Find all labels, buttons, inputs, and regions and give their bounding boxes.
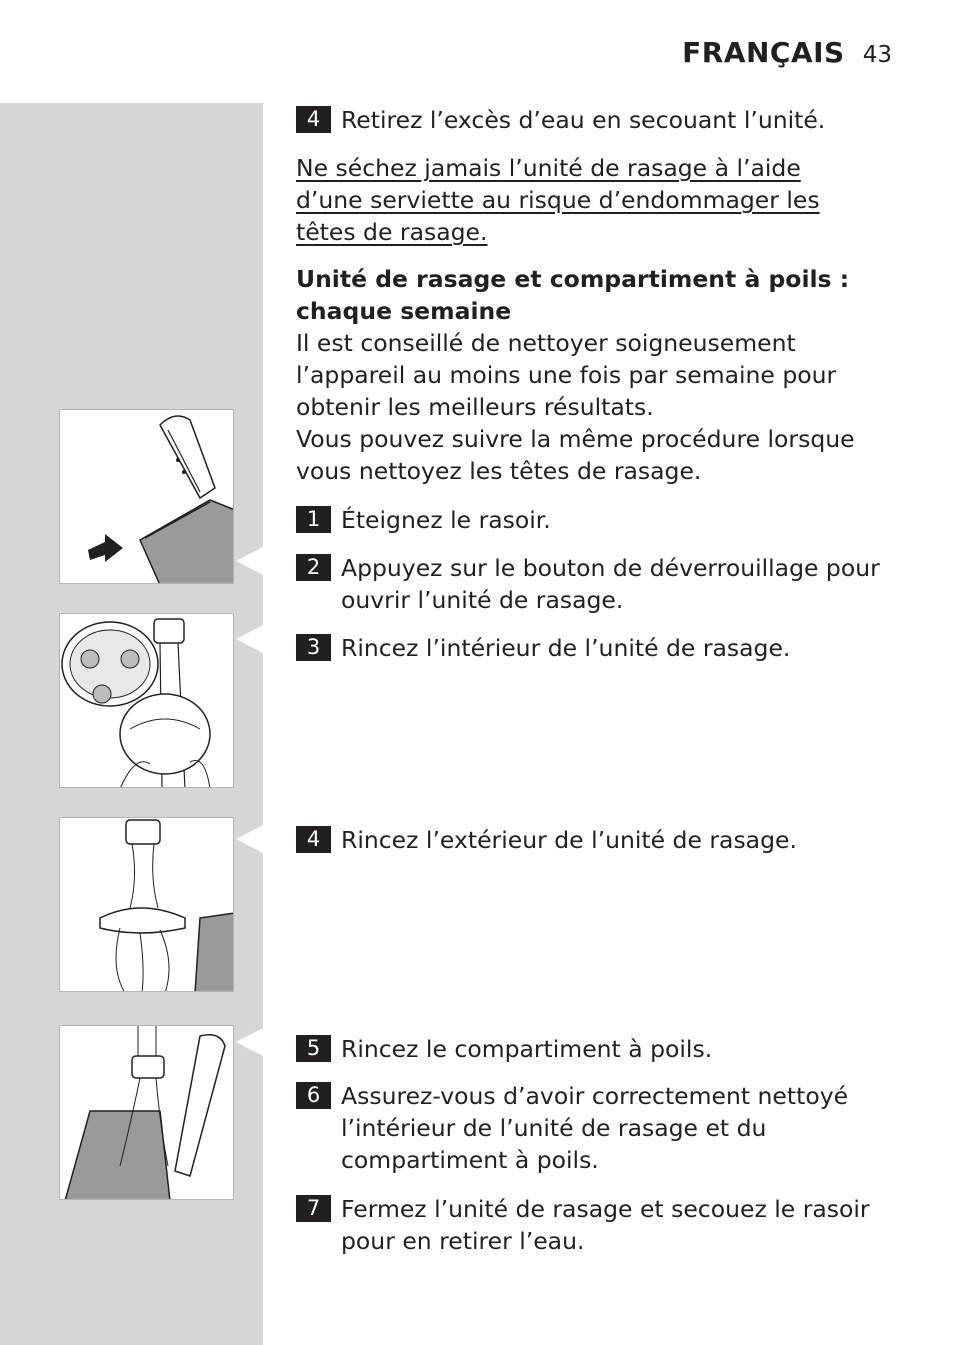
step-number: 7 [296, 1195, 331, 1222]
page-number: 43 [862, 42, 892, 68]
step-number: 2 [296, 554, 331, 581]
warning-note: Ne séchez jamais l’unité de rasage à l’aide d’une serviette au risque d’endommager les têtes de rasage. [296, 154, 820, 246]
warning-text [296, 152, 866, 248]
step-1 [296, 504, 896, 536]
step-text: Retirez l’excès d’eau en secouant l’unité. [341, 106, 826, 134]
step-number: 4 [296, 106, 331, 133]
step-text: Rincez le compartiment à poils. [341, 1035, 713, 1063]
page-header [682, 36, 892, 69]
step-number: 3 [296, 634, 331, 661]
step-3 [296, 632, 896, 664]
step-6 [296, 1080, 896, 1176]
step-4 [296, 824, 896, 856]
step-7 [296, 1193, 896, 1257]
language-title: FRANÇAIS [682, 36, 845, 69]
step-text: Appuyez sur le bouton de déverrouillage pour ouvrir l’unité de rasage. [341, 554, 880, 614]
step-number: 5 [296, 1035, 331, 1062]
step-text: Assurez-vous d’avoir correctement nettoyé l’intérieur de l’unité de rasage et du compartiment à poils. [341, 1082, 849, 1174]
figure-pointer [236, 825, 263, 853]
section-weekly [296, 263, 876, 487]
section-heading: Unité de rasage et compartiment à poils : chaque semaine [296, 265, 850, 325]
step-text: Rincez l’intérieur de l’unité de rasage. [341, 634, 791, 662]
figure-pointer [236, 1028, 263, 1056]
rinse-hair-chamber-illustration [59, 1025, 234, 1200]
step-4-shake [296, 104, 896, 136]
rinse-outside-illustration [59, 817, 234, 992]
section-paragraph-1: Il est conseillé de nettoyer soigneusement l’appareil au moins une fois par semaine pour obtenir les meilleurs résultats. [296, 329, 837, 421]
step-text: Éteignez le rasoir. [341, 506, 551, 534]
step-number: 1 [296, 506, 331, 533]
step-number: 6 [296, 1082, 331, 1109]
step-text: Rincez l’extérieur de l’unité de rasage. [341, 826, 797, 854]
step-text: Fermez l’unité de rasage et secouez le rasoir pour en retirer l’eau. [341, 1195, 870, 1255]
section-paragraph-2: Vous pouvez suivre la même procédure lorsque vous nettoyez les têtes de rasage. [296, 425, 855, 485]
step-number: 4 [296, 826, 331, 853]
rinse-inside-illustration [59, 613, 234, 788]
step-2 [296, 552, 896, 616]
step-5 [296, 1033, 896, 1065]
open-shaving-unit-illustration [59, 409, 234, 584]
figure-pointer [236, 547, 263, 575]
figure-pointer [236, 625, 263, 653]
